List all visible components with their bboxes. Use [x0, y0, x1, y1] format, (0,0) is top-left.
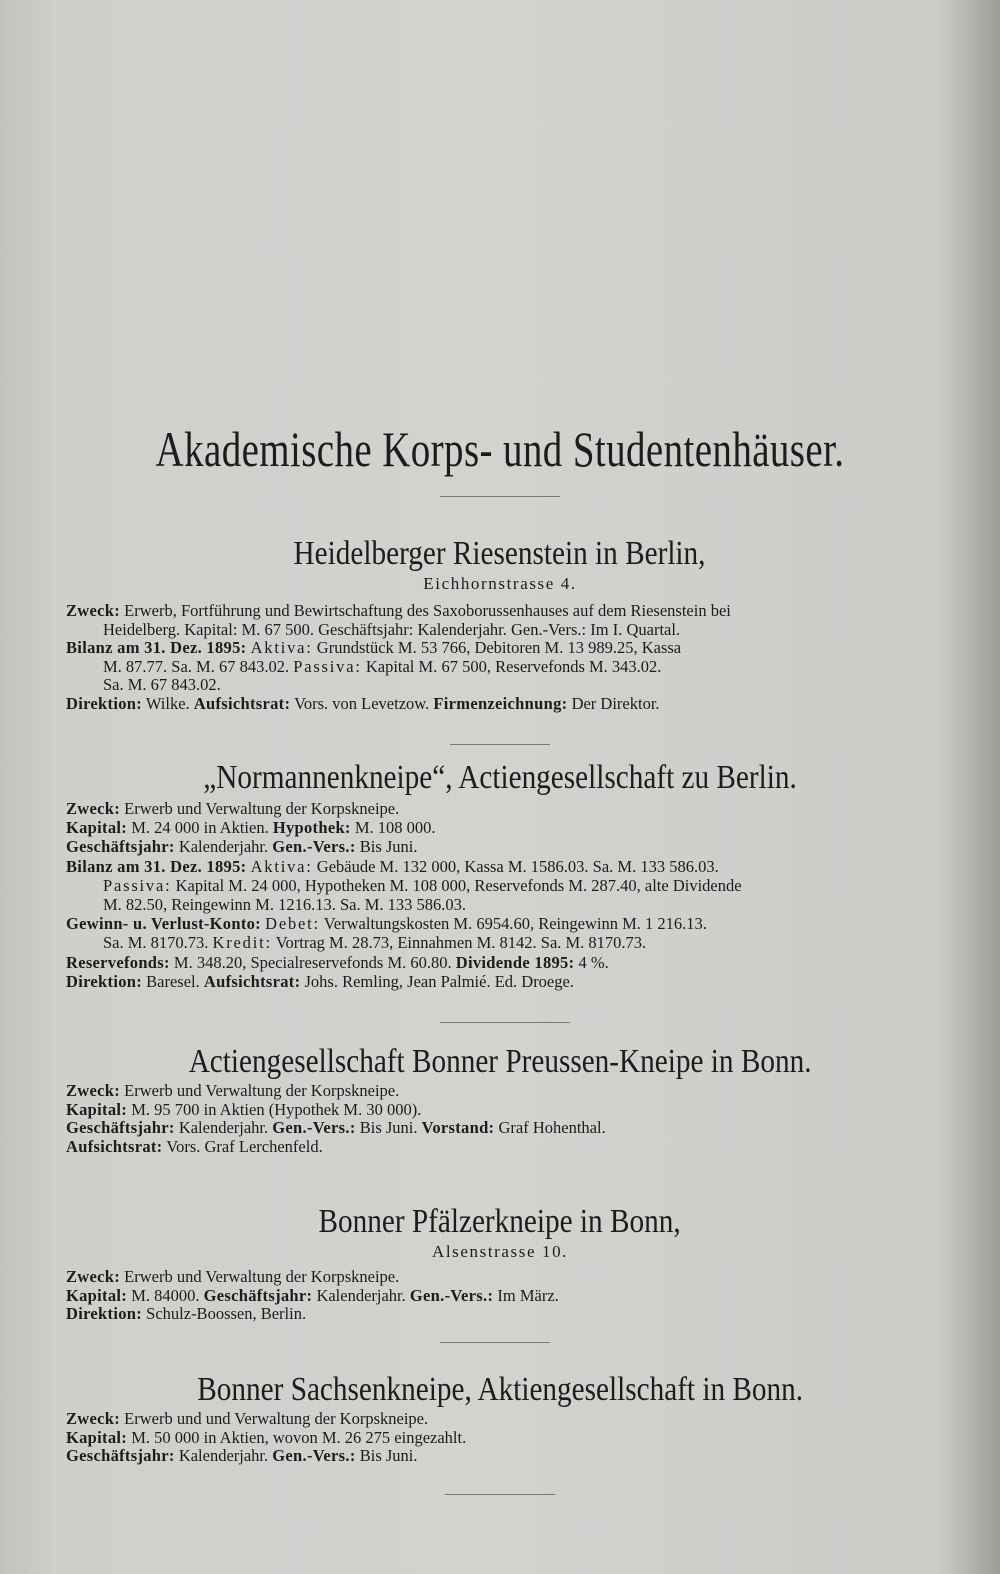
entry-line — [66, 639, 681, 657]
field-label: Aufsichtsrat: — [66, 1136, 163, 1156]
field-label: Zweck: — [66, 799, 121, 818]
field-label: Dividende 1895: — [455, 952, 575, 972]
section-label: Aktiva: — [250, 856, 313, 876]
field-value: Erwerb und Verwaltung der Korpskneipe. — [120, 799, 400, 818]
field-value: Bis Juni. — [355, 1118, 422, 1138]
field-value: Schulz-Boossen, Berlin. — [142, 1304, 307, 1324]
field-label: Geschäftsjahr: — [66, 1118, 175, 1138]
field-value: M. 82.50, Reingewinn M. 1216.13. Sa. M. 133 586.03. — [103, 895, 466, 914]
field-label: Zweck: — [66, 1267, 121, 1286]
field-value: Kalenderjahr. — [174, 1118, 273, 1138]
field-label: Kapital: — [66, 1099, 128, 1119]
field-label: Zweck: — [66, 1081, 121, 1100]
entry-heading: Actiengesellschaft Bonner Preussen-Kneipe in Bonn. — [188, 1043, 812, 1080]
field-value: M. 24 000 in Aktien. — [127, 818, 273, 838]
field-value: M. 95 700 in Aktien (Hypothek M. 30 000). — [127, 1099, 422, 1119]
field-label: Vorstand: — [421, 1118, 495, 1138]
field-value: Kapital: — [184, 619, 238, 639]
field-label: Firmenzeichnung: — [433, 694, 568, 713]
field-value: Kapital M. 67 500, Reservefonds M. 343.02. — [361, 656, 662, 676]
entry-line — [66, 858, 719, 876]
field-value: Erwerb und Verwaltung der Korpskneipe. — [120, 1081, 400, 1100]
field-label: Gen.-Vers.: — [272, 1118, 356, 1138]
entry-line — [66, 695, 660, 713]
entry-address: Eichhornstrasse 4. — [423, 574, 577, 593]
entry-line — [66, 915, 707, 933]
field-value: M. 87.77. Sa. M. 67 843.02. — [103, 656, 294, 676]
entry-line — [66, 877, 742, 895]
entry-line — [66, 1429, 466, 1447]
entry-line — [66, 954, 609, 972]
field-value: Erwerb und und Verwaltung der Korpskneipe. — [120, 1409, 429, 1428]
field-label: Kapital: — [66, 1285, 128, 1305]
field-value: Im März. — [493, 1285, 559, 1305]
entry-line — [66, 1410, 428, 1428]
entry-line — [66, 658, 661, 676]
field-label: Kapital: — [66, 1427, 128, 1447]
divider — [440, 1022, 570, 1023]
entry-line — [66, 819, 436, 837]
section-label: Passiva: — [293, 656, 362, 676]
entry-heading: „Normannenkneipe“, Actiengesellschaft zu Berlin. — [203, 759, 797, 796]
divider — [445, 1494, 555, 1495]
entry-heading: Bonner Sachsenkneipe, Aktiengesellschaft in Bonn. — [197, 1371, 803, 1408]
field-label: Geschäftsjahr: — [66, 837, 175, 857]
field-label: Bilanz am 31. Dez. 1895: — [66, 638, 247, 658]
field-label: Aufsichtsrat: — [193, 694, 291, 713]
field-label: Kapital: — [66, 818, 128, 838]
field-value: Verwaltungskosten M. 6954.60, Reingewinn M. 1 216.13. — [319, 914, 707, 934]
entry-line — [66, 973, 574, 991]
field-label: Geschäftsjahr: — [66, 1446, 175, 1466]
field-value: Kalenderjahr. — [312, 1285, 410, 1305]
entry-line — [66, 1101, 421, 1119]
field-label: Zweck: — [66, 1409, 121, 1428]
field-value: M. 67 500. — [237, 619, 319, 639]
entry-line — [66, 1138, 323, 1156]
field-value: Sa. M. 67 843.02. — [103, 675, 221, 695]
field-value: Wilke. — [142, 694, 194, 713]
entry-heading: Heidelberger Riesenstein in Berlin, — [294, 535, 706, 572]
field-value: Kalenderjahr. — [174, 1446, 273, 1466]
field-value: Heidelberg. — [103, 619, 185, 639]
field-value: Vors. von Levetzow. — [290, 694, 434, 713]
field-value: Baresel. — [142, 971, 204, 991]
entry-line — [66, 838, 418, 856]
section-label: Debet: — [265, 914, 320, 934]
field-label: Gen.-Vers.: — [272, 1446, 356, 1466]
field-label: Reservefonds: — [66, 952, 170, 972]
field-label: Direktion: — [66, 971, 143, 991]
page-title: Akademische Korps- und Studentenhäuser. — [155, 421, 845, 477]
field-label: Aufsichtsrat: — [203, 971, 301, 991]
entry-line — [66, 934, 646, 952]
field-value: Kalenderjahr. — [413, 619, 511, 639]
field-label: Direktion: — [66, 694, 143, 713]
field-value: Im I. Quartal. — [586, 619, 681, 639]
field-value: Sa. M. 8170.73. — [103, 933, 213, 953]
entry-heading: Bonner Pfälzerkneipe in Bonn, — [318, 1203, 682, 1240]
field-value: Kalenderjahr. — [174, 837, 273, 857]
bleed-through-texture — [140, 120, 940, 320]
entry-line — [66, 896, 466, 914]
field-value: Erwerb, Fortführung und Bewirtschaftung des Saxoborussenhauses auf dem Riesenstein bei — [120, 601, 731, 620]
field-value: Johs. Remling, Jean Palmié. Ed. Droege. — [300, 971, 574, 991]
field-label: Gen.-Vers.: — [409, 1285, 494, 1305]
entry-line — [66, 1268, 399, 1286]
field-value: M. 348.20, Specialreservefonds M. 60.80. — [169, 952, 456, 972]
entry-line — [66, 676, 221, 694]
field-value: Erwerb und Verwaltung der Korpskneipe. — [120, 1267, 400, 1286]
divider — [440, 1342, 550, 1343]
section-label: Aktiva: — [250, 638, 313, 658]
field-value: Der Direktor. — [567, 694, 660, 713]
field-value: M. 84000. — [127, 1285, 204, 1305]
field-label: Geschäftsjahr: — [203, 1285, 313, 1305]
section-label: Passiva: — [103, 875, 172, 895]
field-label: Gewinn- u. Verlust-Konto: — [66, 914, 261, 934]
field-value: Kapital M. 24 000, Hypotheken M. 108 000, Reservefonds M. 287.40, alte Dividende — [171, 875, 742, 895]
field-value: M. 108 000. — [350, 818, 436, 838]
field-value: Gebäude M. 132 000, Kassa M. 1586.03. Sa. M. 133 586.03. — [312, 856, 719, 876]
field-value: Bis Juni. — [355, 837, 418, 857]
section-label: Kredit: — [212, 933, 272, 953]
entry-line — [66, 1287, 559, 1305]
entry-line — [66, 1305, 306, 1323]
entry-line — [66, 621, 680, 639]
field-label: Bilanz am 31. Dez. 1895: — [66, 856, 247, 876]
field-value: M. 50 000 in Aktien, wovon M. 26 275 eingezahlt. — [127, 1427, 467, 1447]
field-value: Vortrag M. 28.73, Einnahmen M. 8142. Sa. M. 8170.73. — [271, 933, 647, 953]
field-value: Grundstück M. 53 766, Debitoren M. 13 989.25, Kassa — [312, 638, 682, 658]
entry-line — [66, 800, 399, 818]
entry-address: Alsenstrasse 10. — [431, 1242, 569, 1261]
divider — [450, 744, 550, 745]
entry-line — [66, 1447, 418, 1465]
field-label: Zweck: — [66, 601, 121, 620]
field-value: 4 %. — [574, 952, 609, 972]
field-value: Geschäftsjahr: — [318, 619, 414, 639]
divider — [440, 496, 560, 497]
field-value: Graf Hohenthal. — [494, 1118, 606, 1138]
field-value: Vors. Graf Lerchenfeld. — [162, 1136, 323, 1156]
entry-line — [66, 1082, 399, 1100]
entry-line — [66, 1119, 606, 1137]
field-value: Bis Juni. — [355, 1446, 418, 1466]
entry-line — [66, 602, 731, 620]
field-label: Gen.-Vers.: — [272, 837, 356, 857]
field-label: Direktion: — [66, 1304, 143, 1324]
field-value: Gen.-Vers.: — [510, 619, 587, 639]
field-label: Hypothek: — [272, 818, 351, 838]
